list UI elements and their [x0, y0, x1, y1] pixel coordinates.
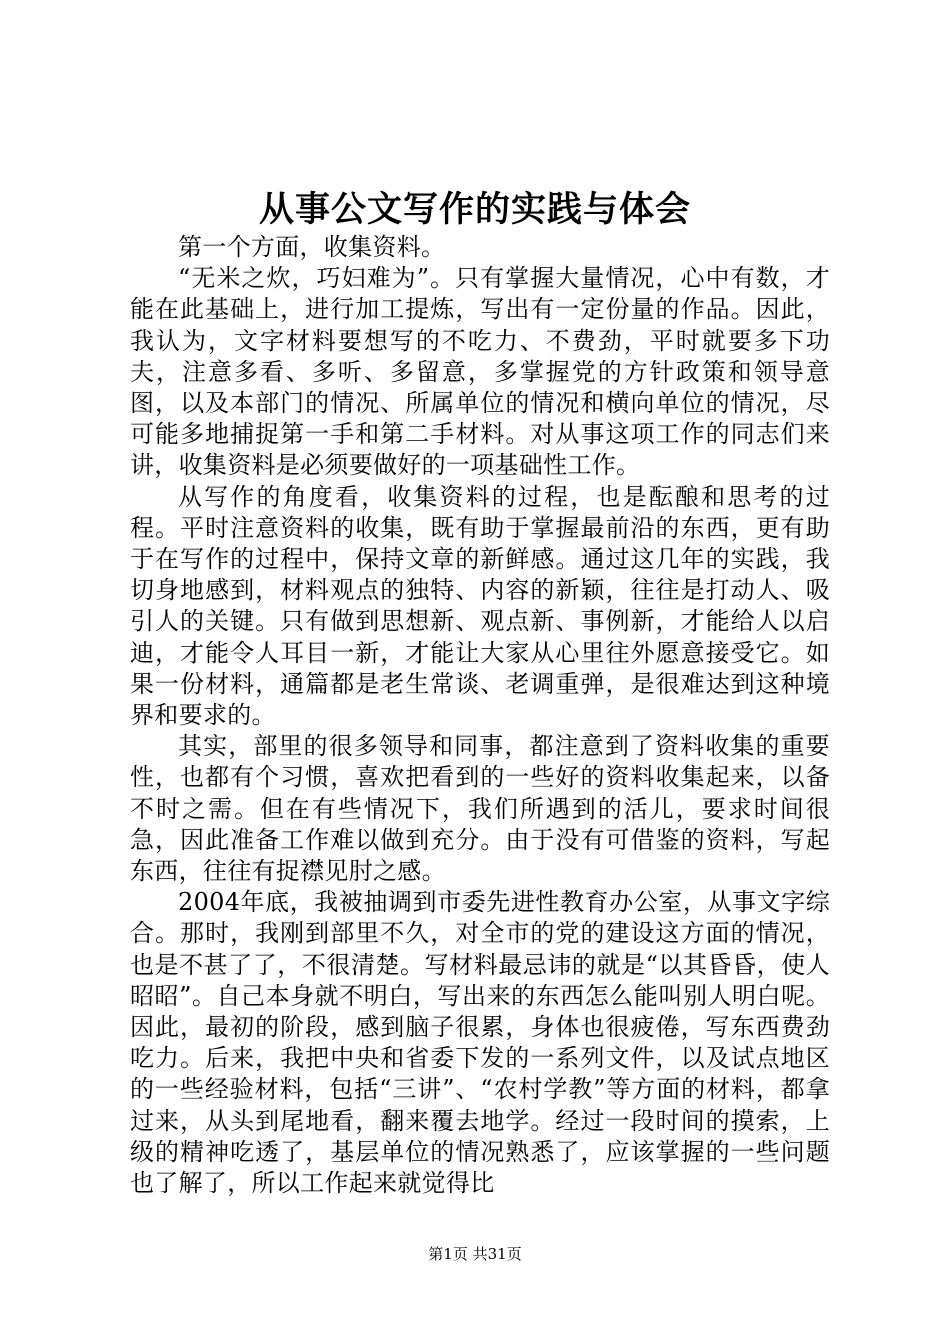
paragraph: 2004年底，我被抽调到市委先进性教育办公室，从事文字综合。那时，我刚到部里不久，对全市的党的建设这方面的情况，也是不甚了了，不很清楚。写材料最忌讳的就是“以其昏昏，使人昭昭”。自己本身就不明白，写出来的东西怎么能叫别人明白呢。因此，最初的阶段，感到脑子很累，身体也很疲倦，写东西费劲吃力。后来，我把中央和省委下发的一系列文件，以及试点地区的一些经验材料，包括“三讲”、“农村学教”等方面的材料，都拿过来，从头到尾地看，翻来覆去地学。经过一段时间的摸索，上级的精神吃透了，基层单位的情况熟悉了，应该掌握的一些问题也了解了，所以工作起来就觉得比	[130, 888, 830, 1198]
document-title: 从事公文写作的实践与体会	[258, 189, 691, 230]
page-number-footer: 第1页 共31页	[428, 1245, 522, 1263]
paragraph: 其实，部里的很多领导和同事，都注意到了资料收集的重要性，也都有个习惯，喜欢把看到的一些好的资料收集起来，以备不时之需。但在有些情况下，我们所遇到的活儿，要求时间很急，因此准备工作难以做到充分。由于没有可借鉴的资料，写起东西，往往有捉襟见肘之感。	[130, 732, 830, 886]
paragraph: “无米之炊，巧妇难为”。只有掌握大量情况，心中有数，才能在此基础上，进行加工提炼，写出有一定份量的作品。因此，我认为，文字材料要想写的不吃力、不费劲，平时就要多下功夫，注意多看、多听、多留意，多掌握党的方针政策和领导意图，以及本部门的情况、所属单位的情况和横向单位的情况，尽可能多地捕捉第一手和第二手材料。对从事这项工作的同志们来讲，收集资料是必须要做好的一项基础性工作。	[130, 264, 830, 480]
paragraph: 第一个方面，收集资料。	[178, 233, 446, 261]
paragraph: 从写作的角度看，收集资料的过程，也是酝酿和思考的过程。平时注意资料的收集，既有助于掌握最前沿的东西，更有助于在写作的过程中，保持文章的新鲜感。通过这几年的实践，我切身地感到，材料观点的独特、内容的新颖，往往是打动人、吸引人的关键。只有做到思想新、观点新、事例新，才能给人以启迪，才能令人耳目一新，才能让大家从心里往外愿意接受它。如果一份材料，通篇都是老生常谈、老调重弹，是很难达到这种境界和要求的。	[130, 482, 830, 730]
document-body	[130, 232, 830, 1199]
